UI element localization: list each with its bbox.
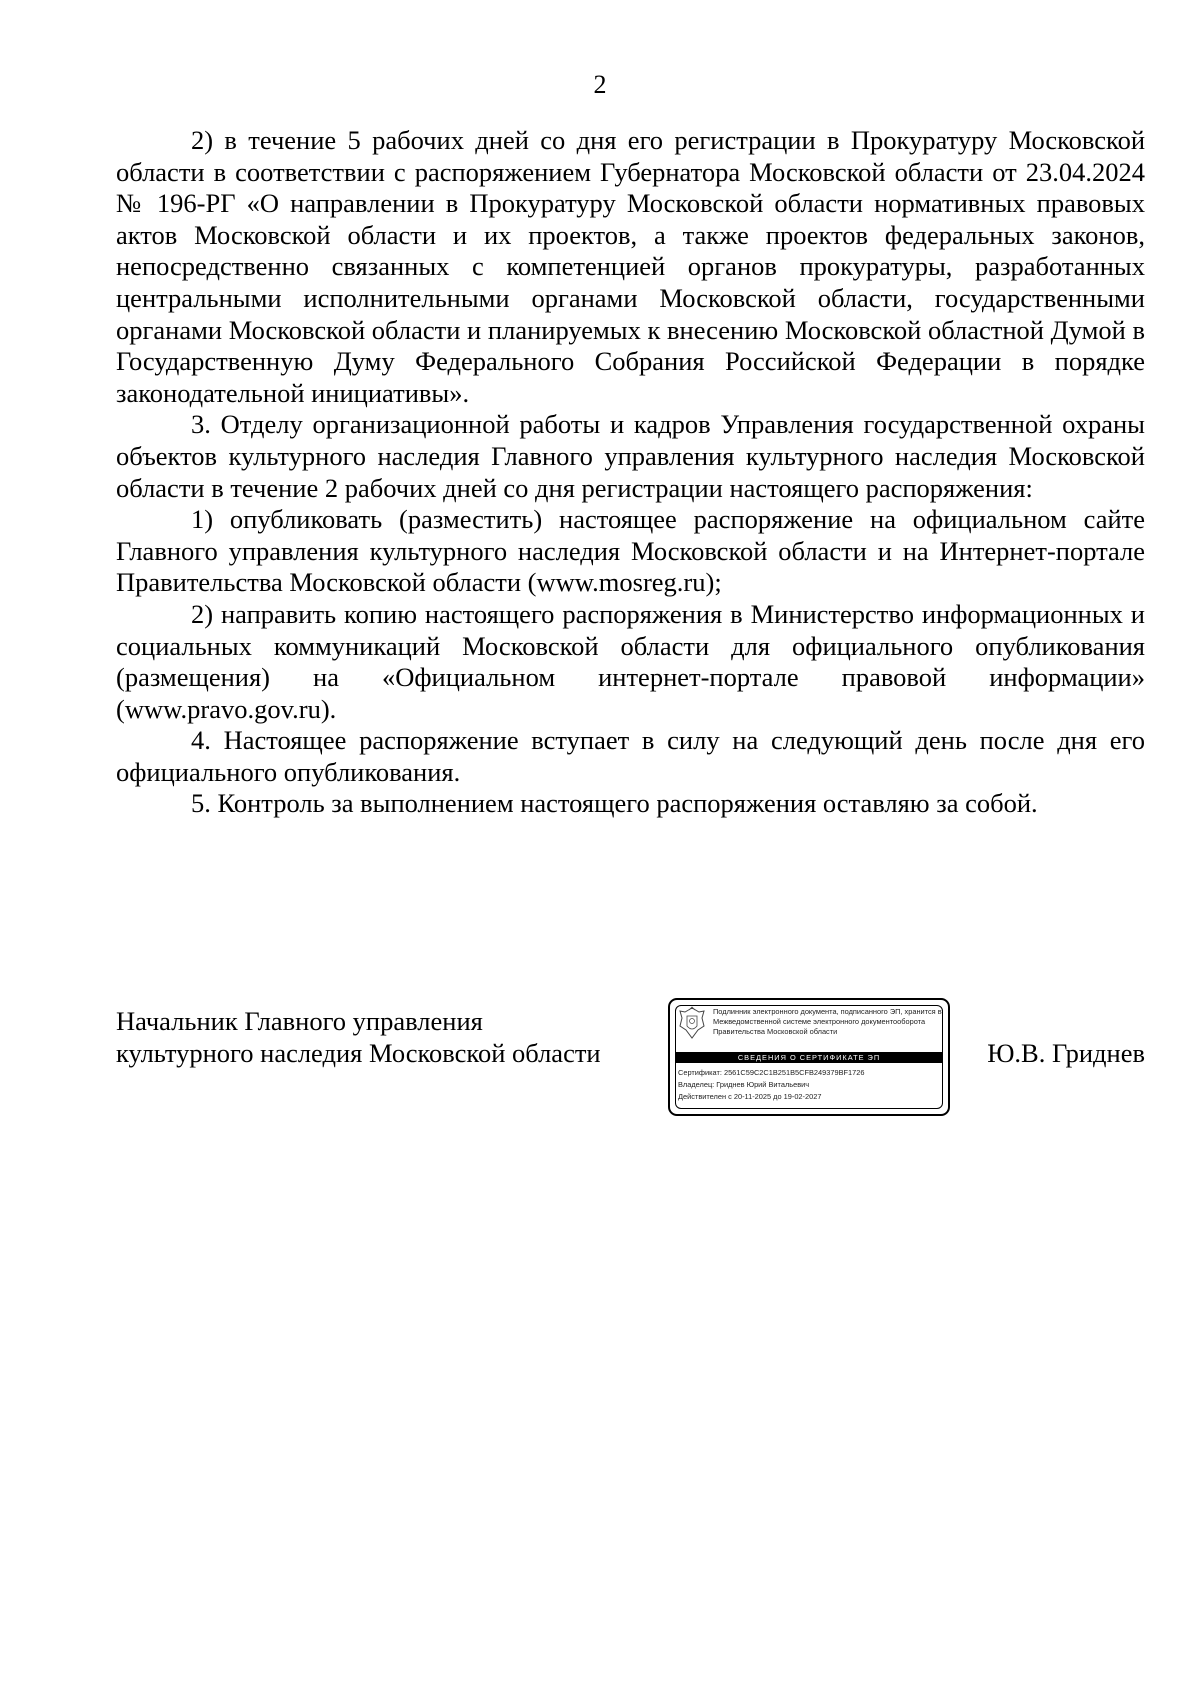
paragraph-item-3: 3. Отделу организационной работы и кадров Управления государственной охраны объектов культурного наследия Главного управления культурного наследия Московской области в течение 2 рабочих дней со дня регистрации настоящего распоряжения: [116, 409, 1145, 503]
signature-block [116, 1005, 1145, 1135]
signer-title-line2: культурного наследия Московской области [116, 1038, 601, 1068]
coat-of-arms-icon [677, 1006, 707, 1040]
electronic-signature-stamp [668, 998, 950, 1116]
stamp-header: СВЕДЕНИЯ О СЕРТИФИКАТЕ ЭП [675, 1052, 943, 1063]
paragraph-item-4: 4. Настоящее распоряжение вступает в силу на следующий день после дня его официального опубликования. [116, 725, 1145, 787]
stamp-owner: Владелец: Гриднев Юрий Витальевич [678, 1080, 810, 1089]
paragraph-item-5: 5. Контроль за выполнением настоящего распоряжения оставляю за собой. [191, 788, 1038, 819]
signer-name: Ю.В. Гриднев [987, 1038, 1145, 1068]
stamp-notice: Подлинник электронного документа, подписанного ЭП, хранится в Межведомственной системе электронного документооборота Правительства Московской области [713, 1007, 942, 1036]
paragraph-item-2-submission: 2) в течение 5 рабочих дней со дня его регистрации в Прокуратуру Московской области в соответствии с распоряжением Губернатора Московской области от 23.04.2024 № 196-РГ «О направлении в Прокуратуру Московской области нормативных правовых актов Московской области и их проектов, а также проектов федеральных законов, непосредственно связанных с компетенцией органов прокуратуры, разработанных центральными исполнительными органами Московской области, государственными органами Московской области и планируемых к внесению Московской областной Думой в Государственную Думу Федерального Собрания Российской Федерации в порядке законодательной инициативы». [116, 125, 1145, 408]
stamp-validity: Действителен с 20-11-2025 до 19-02-2027 [678, 1092, 822, 1101]
stamp-details [678, 1067, 942, 1103]
signer-title-line1: Начальник Главного управления [116, 1006, 483, 1036]
paragraph-item-3-1: 1) опубликовать (разместить) настоящее распоряжение на официальном сайте Главного управления культурного наследия Московской области и на Интернет-портале Правительства Московской области (www.mosreg.ru); [116, 504, 1145, 598]
document-body [116, 125, 1145, 820]
page-number: 2 [593, 70, 607, 99]
stamp-certificate: Сертификат: 2561C59C2C1B251B5CFB249379BF1726 [678, 1068, 865, 1077]
signer-title [116, 1005, 601, 1069]
paragraph-item-3-2: 2) направить копию настоящего распоряжения в Министерство информационных и социальных коммуникаций Московской области для официального опубликования (размещения) на «Официальном интернет-портале правовой информации» (www.pravo.gov.ru). [116, 598, 1145, 724]
